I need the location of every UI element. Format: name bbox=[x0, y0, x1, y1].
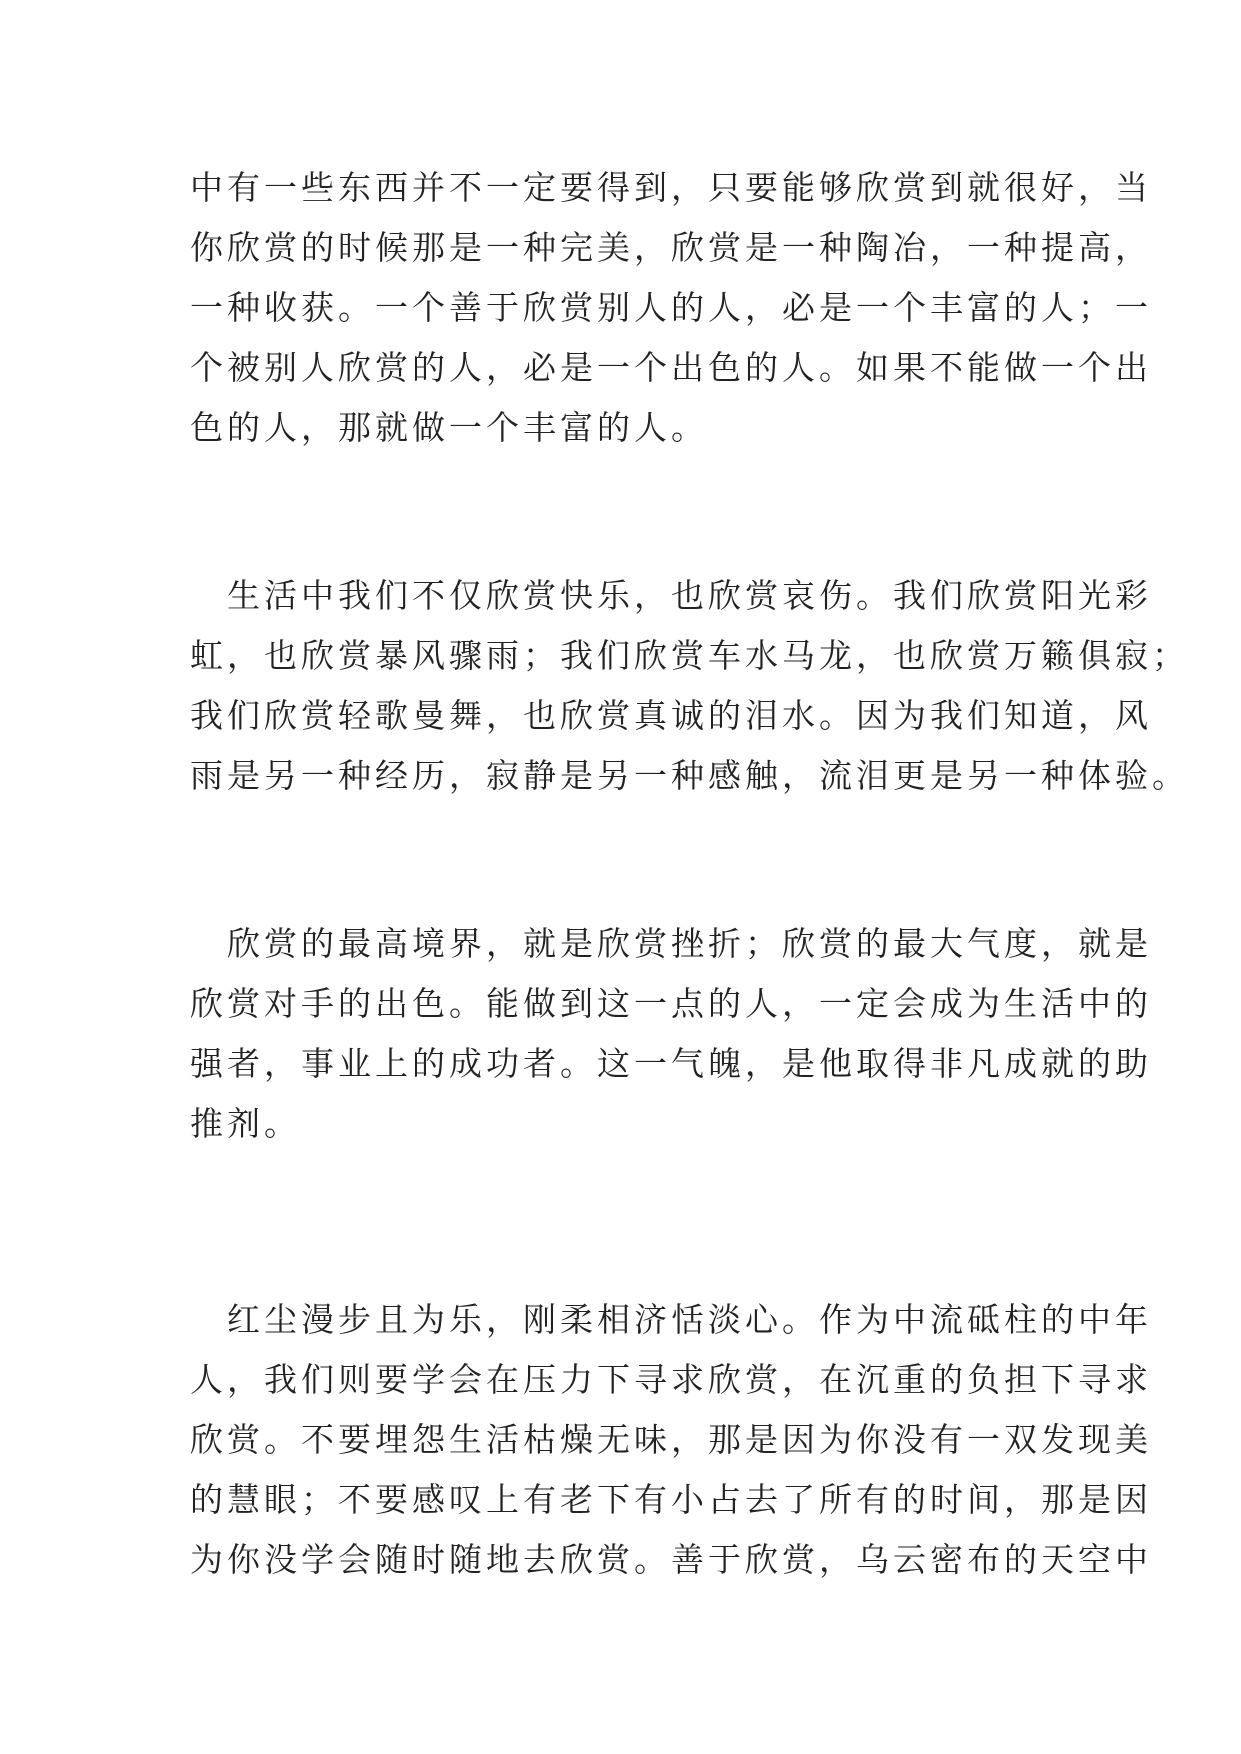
paragraph-line: 色的人，那就做一个丰富的人。 bbox=[190, 408, 708, 447]
paragraph-line: 红尘漫步且为乐，刚柔相济恬淡心。作为中流砥柱的中年 bbox=[227, 1300, 1152, 1339]
paragraph-1 bbox=[190, 158, 1152, 458]
paragraph-4 bbox=[190, 1290, 1152, 1590]
paragraph-line: 推剂。 bbox=[190, 1104, 301, 1143]
paragraph-3 bbox=[190, 914, 1152, 1154]
paragraph-line: 欣赏。不要埋怨生活枯燥无味，那是因为你没有一双发现美 bbox=[190, 1420, 1152, 1459]
paragraph-line: 为你没学会随时随地去欣赏。善于欣赏，乌云密布的天空中 bbox=[190, 1540, 1152, 1579]
paragraph-line: 生活中我们不仅欣赏快乐，也欣赏哀伤。我们欣赏阳光彩 bbox=[227, 576, 1152, 615]
paragraph-line: 雨是另一种经历，寂静是另一种感触，流泪更是另一种体验。 bbox=[190, 756, 1189, 795]
paragraph-line: 中有一些东西并不一定要得到，只要能够欣赏到就很好，当 bbox=[190, 168, 1152, 207]
paragraph-line: 虹，也欣赏暴风骤雨；我们欣赏车水马龙，也欣赏万籁俱寂； bbox=[190, 636, 1189, 675]
paragraph-line: 你欣赏的时候那是一种完美，欣赏是一种陶冶，一种提高， bbox=[190, 228, 1152, 267]
paragraph-line: 一种收获。一个善于欣赏别人的人，必是一个丰富的人；一 bbox=[190, 288, 1152, 327]
paragraph-line: 欣赏的最高境界，就是欣赏挫折；欣赏的最大气度，就是 bbox=[227, 924, 1152, 963]
paragraph-line: 欣赏对手的出色。能做到这一点的人，一定会成为生活中的 bbox=[190, 984, 1152, 1023]
paragraph-line: 人，我们则要学会在压力下寻求欣赏，在沉重的负担下寻求 bbox=[190, 1360, 1152, 1399]
paragraph-2 bbox=[190, 566, 1189, 806]
paragraph-line: 的慧眼；不要感叹上有老下有小占去了所有的时间，那是因 bbox=[190, 1480, 1152, 1519]
paragraph-line: 我们欣赏轻歌曼舞，也欣赏真诚的泪水。因为我们知道，风 bbox=[190, 696, 1152, 735]
paragraph-line: 强者，事业上的成功者。这一气魄，是他取得非凡成就的助 bbox=[190, 1044, 1152, 1083]
paragraph-line: 个被别人欣赏的人，必是一个出色的人。如果不能做一个出 bbox=[190, 348, 1152, 387]
